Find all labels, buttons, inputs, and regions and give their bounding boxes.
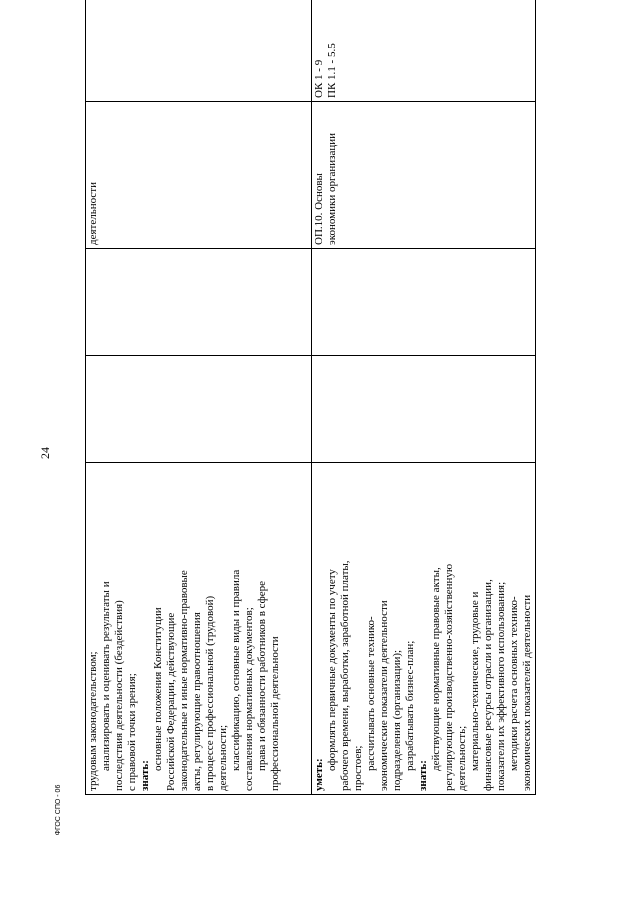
discipline-cell: деятельности xyxy=(86,102,312,249)
empty-cell xyxy=(86,356,312,463)
discipline-line: экономики организации xyxy=(326,132,338,245)
knowledge-line: разрабатывать бизнес-план; xyxy=(404,640,416,771)
knowledge-line: права и обязанности работников в сфере xyxy=(256,580,268,771)
section-heading: знать: xyxy=(417,760,429,791)
section-heading: уметь: xyxy=(313,758,325,791)
knowledge-line: акты, регулирующие правоотношения xyxy=(191,612,203,791)
empty-cell xyxy=(312,356,536,463)
discipline-line: ОП.10. Основы xyxy=(313,173,325,245)
knowledge-cell xyxy=(312,463,536,795)
empty-cell xyxy=(312,249,536,356)
section-heading: знать: xyxy=(139,760,151,791)
knowledge-line: рабочего времени, выработки, заработной платы, xyxy=(339,560,351,791)
knowledge-line: финансовые ресурсы отрасли и организации, xyxy=(482,579,494,791)
page-number: 24 xyxy=(38,447,52,459)
knowledge-line: с правовой точки зрения; xyxy=(126,673,138,791)
knowledge-line: материально-технические, трудовые и xyxy=(469,591,481,771)
competency-table xyxy=(85,0,536,795)
knowledge-cell xyxy=(86,463,312,795)
competency-cell xyxy=(86,0,312,102)
empty-cell xyxy=(86,249,312,356)
knowledge-line: трудовым законодательством; xyxy=(87,651,99,791)
knowledge-line: классификацию, основные виды и правила xyxy=(230,569,242,771)
knowledge-line: рассчитывать основные технико- xyxy=(365,616,377,771)
knowledge-line: регулирующие производственно-хозяйственную xyxy=(443,563,455,791)
knowledge-line: составления нормативных документов; xyxy=(243,607,255,791)
competency-line: ПК 1.1 - 5.5 xyxy=(326,43,338,98)
knowledge-line: Российской Федерации, действующие xyxy=(165,612,177,791)
rotated-table-container xyxy=(85,30,533,795)
knowledge-line: показатели их эффективного использования; xyxy=(495,581,507,791)
knowledge-line: экономические показатели деятельности xyxy=(378,600,390,791)
knowledge-line: профессиональной деятельности xyxy=(269,636,281,791)
knowledge-line: простоев; xyxy=(352,745,364,791)
knowledge-line: основные положения Конституции xyxy=(152,607,164,771)
knowledge-line: последствия деятельности (бездействия) xyxy=(113,600,125,791)
footer-standard-code: ФГОС СПО - 06 xyxy=(55,784,62,836)
knowledge-line: действующие нормативные правовые акты, xyxy=(430,567,442,771)
table-row xyxy=(312,0,536,795)
knowledge-line: законодательные и иные нормативно-правовые xyxy=(178,570,190,791)
knowledge-line: оформлять первичные документы по учету xyxy=(326,569,338,771)
knowledge-line: деятельность; xyxy=(456,725,468,791)
competency-line: ОК 1 - 9 xyxy=(313,59,325,98)
competency-cell xyxy=(312,0,536,102)
knowledge-line: подразделения (организации); xyxy=(391,649,403,791)
knowledge-line: методики расчета основных технико- xyxy=(508,596,520,771)
table-row xyxy=(86,0,312,795)
discipline-cell xyxy=(312,102,536,249)
knowledge-line: экономических показателей деятельности xyxy=(521,594,533,791)
knowledge-line: деятельности; xyxy=(217,724,229,791)
knowledge-line: анализировать и оценивать результаты и xyxy=(100,581,112,771)
knowledge-line: в процессе профессиональной (трудовой) xyxy=(204,595,216,791)
